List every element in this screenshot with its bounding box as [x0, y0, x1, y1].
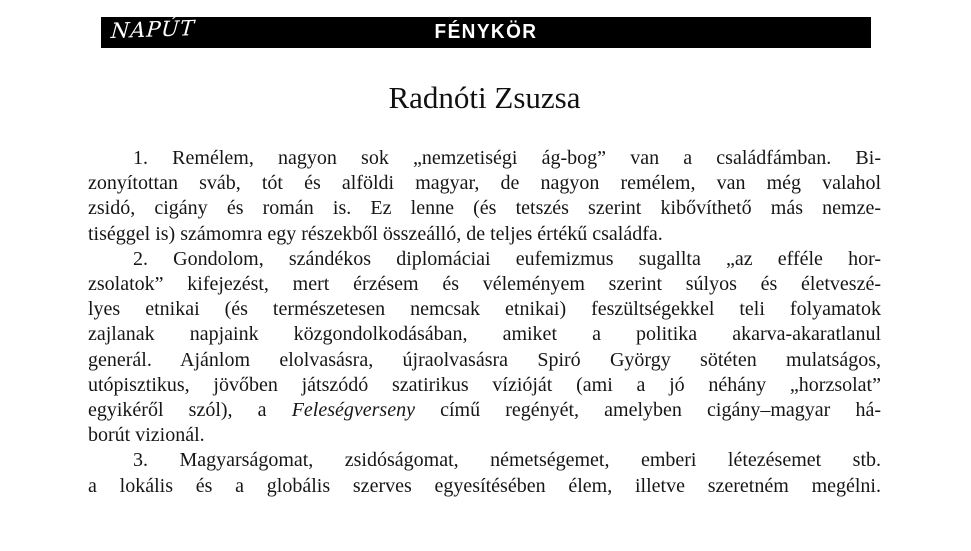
article-title: Radnóti Zsuzsa	[388, 80, 581, 115]
body-line: zsidó, cigány és román is. Ez lenne (és tetszés szerint kibővíthető más nemze-	[88, 197, 881, 220]
body-line: 2. Gondolom, szándékos diplomáciai eufemizmus sugallta „az efféle hor-	[133, 247, 881, 270]
body-line: zonyítottan sváb, tót és alföldi magyar, de nagyon remélem, van még valahol	[88, 172, 881, 195]
body-line: zsolatok” kifejezést, mert érzésem és véleményem szerint súlyos és életveszé-	[88, 273, 881, 296]
section-title: FÉNYKÖR	[434, 21, 538, 43]
body-line: zajlanak napjaink közgondolkodásában, amiket a politika akarva-akaratlanul	[88, 323, 881, 346]
book-title-italic: Feleségverseny	[291, 399, 415, 422]
body-line: tiséggel is) számomra egy részekből összeálló, de teljes értékű családfa.	[88, 222, 663, 245]
body-line: a lokális és a globális szerves egyesítésében élem, illetve szeretném megélni.	[88, 474, 881, 497]
body-line: borút vizionál.	[88, 424, 205, 447]
body-line-text: egyikéről szól), a	[88, 399, 292, 422]
body-line: 1. Remélem, nagyon sok „nemzetiségi ág-bog” van a családfámban. Bi-	[133, 147, 881, 169]
body-line: 3. Magyarságomat, zsidóságomat, németségemet, emberi létezésemet stb.	[133, 449, 881, 472]
body-line: generál. Ajánlom elolvasásra, újraolvasásra Spiró György sötéten mulatságos,	[88, 348, 881, 371]
body-line: lyes etnikai (és természetesen nemcsak etnikai) feszültségekkel teli folyamatok	[88, 298, 881, 321]
naput-logo: NAPÚT	[110, 16, 196, 44]
header-bar	[101, 17, 871, 48]
body-line	[88, 398, 881, 423]
body-line: utópisztikus, jövőben játszódó szatirikus vízióját (ami a jó néhány „horzsolat”	[88, 373, 881, 396]
article-body	[88, 146, 881, 499]
body-line-text: című regényét, amelyben cigány–magyar há-	[414, 399, 882, 422]
